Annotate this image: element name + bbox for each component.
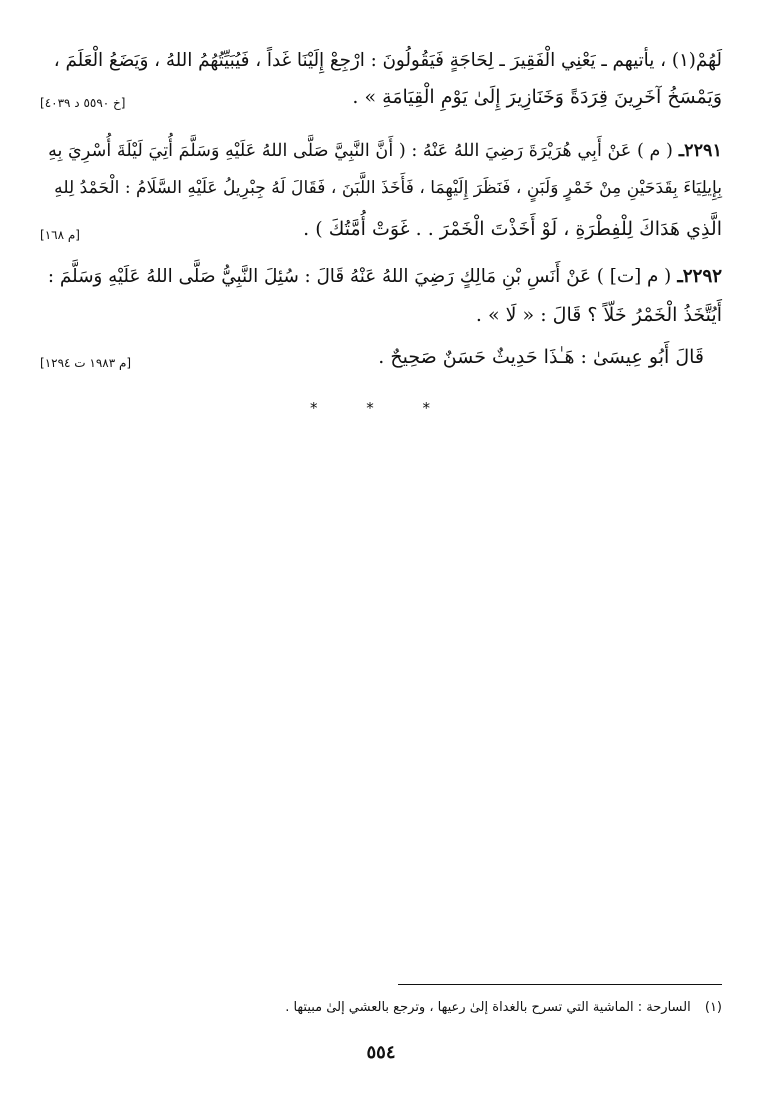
hadith-2292-text-3: قَالَ أَبُو عِيسَىٰ : هَـٰذَا حَدِيثٌ حَسَنٌ صَحِيحٌ . bbox=[378, 346, 704, 368]
hadith-2291-line-2 bbox=[40, 180, 722, 197]
footnote bbox=[285, 1000, 722, 1015]
hadith-2292-line-1 bbox=[40, 268, 722, 286]
footnote-mark: (١) bbox=[704, 1000, 722, 1015]
hadith-2292-reference: [م ١٩٨٣ ت ١٢٩٤] bbox=[40, 356, 132, 370]
hadith-2290-text-1: لَهُمْ(١) ، يأتيهم ـ يَعْنِي الْفَقِيرَ ـ لِحَاجَةٍ فَيَقُولُونَ : ارْجِعْ إِلَيْنَا غَداً ، فَيُبَيِّتُهُمُ اللهُ ، وَيَضَعُ الْعَلَمَ ، bbox=[53, 50, 722, 71]
footnote-text: السارحة : الماشية التي تسرح بالغداة إلىٰ رعيها ، وترجع بالعشي إلىٰ مبيتها . bbox=[285, 1000, 691, 1015]
hadith-2290-line-2 bbox=[40, 88, 722, 107]
hadith-2292-text-2: أَيُتَّخَذُ الْخَمْرُ خَلّاً ؟ قَالَ : « لَا » . bbox=[475, 304, 722, 326]
hadith-2291-line-1 bbox=[40, 142, 722, 161]
hadith-2291-line-3 bbox=[40, 220, 722, 239]
hadith-2290-text-2: وَيَمْسَخُ آخَرِينَ قِرَدَةً وَخَنَازِيرَ إِلَىٰ يَوْمِ الْقِيَامَةِ » . bbox=[352, 86, 722, 108]
hadith-2291-text-1: ( م ) عَنْ أَبِي هُرَيْرَةَ رَضِيَ اللهُ عَنْهُ : ( أَنَّ النَّبِيَّ صَلَّى اللهُ عَلَيْهِ وَسَلَّمَ أُتِيَ لَيْلَةَ أُسْرِيَ بِهِ bbox=[48, 141, 673, 161]
hadith-2292-number: ٢٢٩٢ـ bbox=[677, 266, 722, 287]
section-separator: * * * bbox=[309, 399, 453, 417]
hadith-2291-text-2: بِإِيلِيَاءَ بِقَدَحَيْنِ مِنْ خَمْرٍ وَلَبَنٍ ، فَنَظَرَ إِلَيْهِمَا ، فَأَخَذَ اللَّبَنَ ، فَقَالَ لَهُ جِبْرِيلُ عَلَيْهِ السَّلَامُ : الْحَمْدُ لِلهِ bbox=[54, 178, 722, 198]
hadith-2291-text-3: الَّذِي هَدَاكَ لِلْفِطْرَةِ ، لَوْ أَخَذْتَ الْخَمْرَ . . غَوَتْ أُمَّتُكَ ) . bbox=[303, 218, 722, 240]
hadith-2290-line-1 bbox=[40, 52, 722, 70]
page-number: ٥٥٤ bbox=[366, 1042, 396, 1063]
hadith-2291-number: ٢٢٩١ـ bbox=[678, 140, 722, 161]
hadith-2290-reference: [خ ٥٥٩٠ د ٤٠٣٩] bbox=[40, 96, 126, 110]
hadith-2292-text-1: ( م [ت] ) عَنْ أَنَسِ بْنِ مَالِكٍ رَضِيَ اللهُ عَنْهُ قَالَ : سُئِلَ النَّبِيُّ صَلَّى اللهُ عَلَيْهِ وَسَلَّمَ : bbox=[47, 266, 672, 287]
hadith-2291-reference: [م ١٦٨] bbox=[40, 228, 80, 242]
hadith-2292-line-3 bbox=[40, 348, 704, 367]
hadith-2292-line-2 bbox=[40, 306, 722, 325]
footnote-divider bbox=[398, 984, 722, 985]
